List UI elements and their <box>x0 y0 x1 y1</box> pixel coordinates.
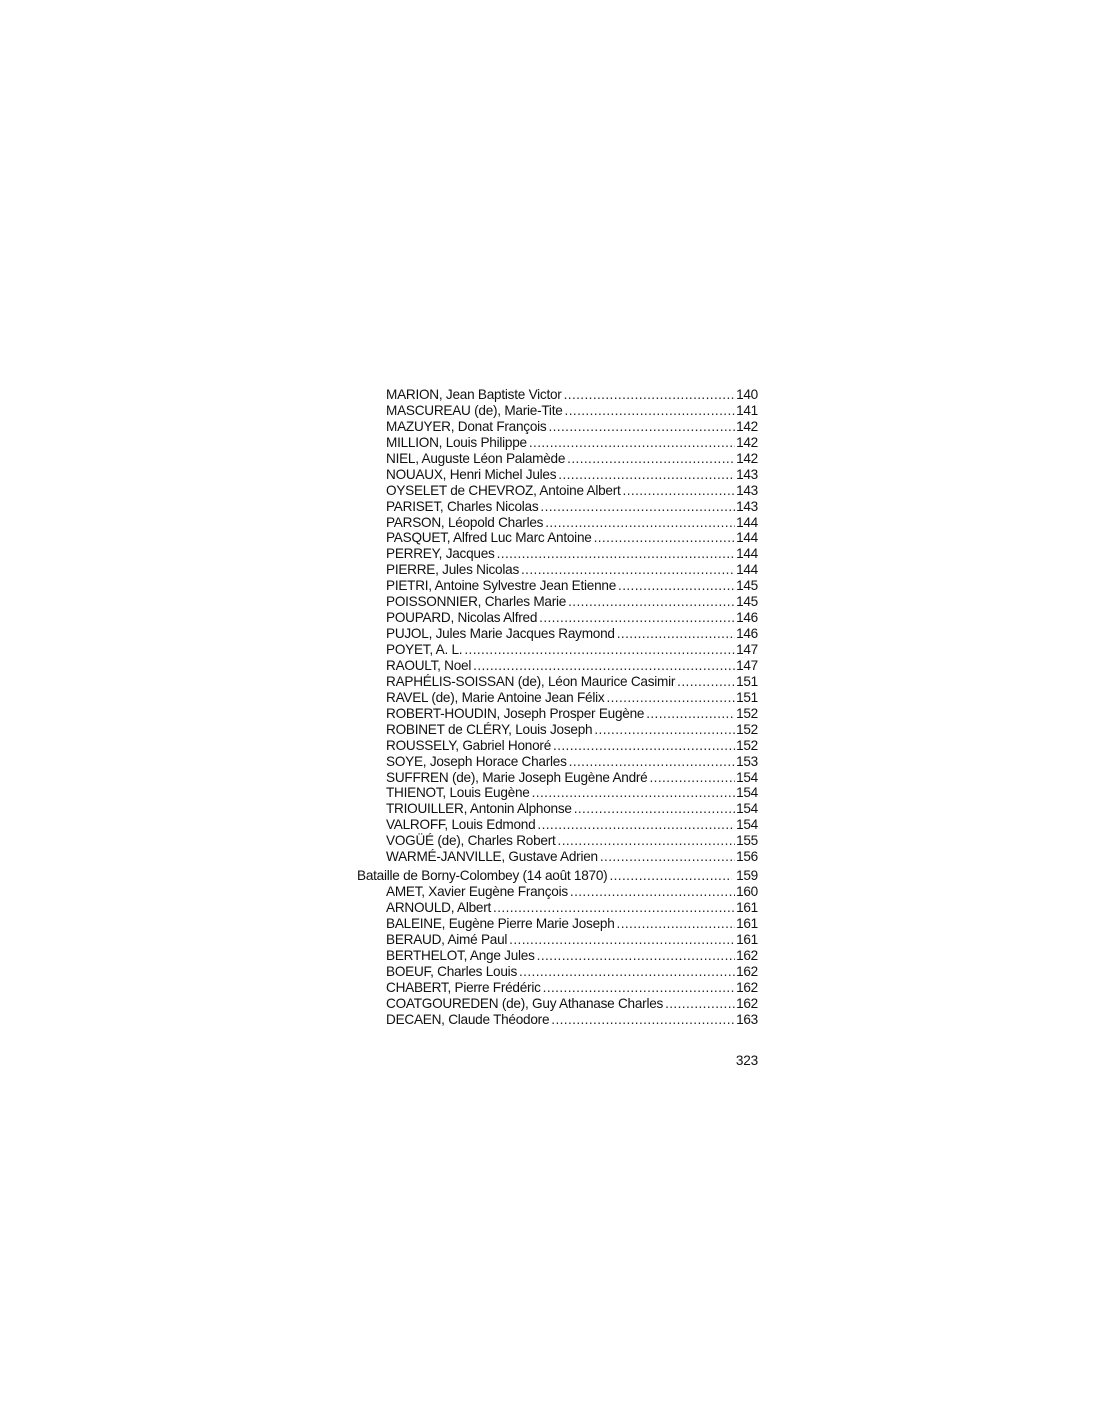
toc-entry-name: MARION, Jean Baptiste Victor <box>386 387 562 402</box>
toc-entry-name: PIETRI, Antoine Sylvestre Jean Etienne <box>386 578 617 594</box>
toc-entry-page: 163 <box>736 1011 758 1027</box>
dot-leader <box>565 403 736 419</box>
toc-entry-page: 151 <box>736 673 758 689</box>
toc-entry-page: 143 <box>736 482 758 498</box>
toc-entry-page: 162 <box>736 947 758 963</box>
toc-entry-page: 161 <box>736 915 758 931</box>
toc-entry-name: MAZUYER, Donat François <box>386 418 547 434</box>
toc-entry-name: TRIOUILLER, Antonin Alphonse <box>386 801 572 817</box>
toc-entry-name: ROBERT-HOUDIN, Joseph Prosper Eugène <box>386 705 645 721</box>
toc-entry <box>357 419 758 435</box>
toc-entry-page: 155 <box>736 833 758 849</box>
toc-entry-name: POISSONNIER, Charles Marie <box>386 594 567 610</box>
toc-entry <box>357 770 758 786</box>
dot-leader <box>519 964 735 980</box>
dot-leader <box>464 642 735 658</box>
toc-entry-page: 151 <box>736 689 758 705</box>
toc-entry <box>357 499 758 515</box>
toc-entry-page: 161 <box>736 900 758 915</box>
toc-entry-name: PUJOL, Jules Marie Jacques Raymond <box>386 626 615 642</box>
toc-entry <box>357 1012 758 1028</box>
dot-leader <box>594 722 735 738</box>
toc-entry <box>357 833 758 849</box>
toc-entry-page: 156 <box>736 849 758 865</box>
dot-leader <box>540 499 735 515</box>
toc-entry <box>357 403 758 419</box>
toc-entry <box>357 900 758 916</box>
toc-entry-page: 142 <box>736 434 758 450</box>
toc-entry <box>357 658 758 674</box>
toc-entry <box>357 483 758 499</box>
toc-entry <box>357 594 758 610</box>
toc-entry-name: PIERRE, Jules Nicolas <box>386 562 519 578</box>
toc-entry <box>357 817 758 833</box>
toc-entry-name: BERAUD, Aimé Paul <box>386 931 508 947</box>
toc-entry-page: 144 <box>736 530 758 546</box>
table-of-contents <box>357 387 758 1028</box>
dot-leader <box>558 833 736 849</box>
toc-entry-name: PASQUET, Alfred Luc Marc Antoine <box>386 530 592 546</box>
dot-leader <box>539 610 735 626</box>
dot-leader <box>569 754 735 770</box>
toc-entry-name: AMET, Xavier Eugène François <box>386 884 568 900</box>
toc-entry-page: 143 <box>736 498 758 514</box>
dot-leader <box>677 674 735 690</box>
toc-entry <box>357 849 758 865</box>
toc-entry-name: WARMÉ-JANVILLE, Gustave Adrien <box>386 849 598 865</box>
toc-entry-page: 152 <box>736 705 758 721</box>
toc-entry-name: PARISET, Charles Nicolas <box>386 498 539 514</box>
toc-entry-name: THIENOT, Louis Eugène <box>386 785 530 801</box>
toc-entry-name: VALROFF, Louis Edmond <box>386 817 536 833</box>
toc-entry-page: 145 <box>736 578 758 594</box>
toc-entry-page: 141 <box>736 402 758 418</box>
toc-entry-page: 143 <box>736 466 758 482</box>
dot-leader <box>473 658 735 674</box>
toc-entry-name: POYET, A. L. <box>386 642 463 657</box>
dot-leader <box>600 849 735 865</box>
dot-leader <box>665 996 735 1012</box>
toc-entry-name: SOYE, Joseph Horace Charles <box>386 753 567 769</box>
toc-entry <box>357 435 758 451</box>
toc-entry <box>357 754 758 770</box>
dot-leader <box>509 932 735 948</box>
toc-entry <box>357 785 758 801</box>
dot-leader <box>543 980 735 996</box>
toc-entry-name: RAOULT, Noel <box>386 657 472 673</box>
dot-leader <box>564 387 735 403</box>
toc-entry-name: SUFFREN (de), Marie Joseph Eugène André <box>386 769 648 785</box>
toc-entry-page: 147 <box>736 657 758 673</box>
dot-leader <box>532 785 735 801</box>
toc-entry-name: BOEUF, Charles Louis <box>386 963 517 979</box>
dot-leader <box>617 626 735 642</box>
toc-entry-page: 154 <box>736 817 758 833</box>
toc-entry-page: 144 <box>736 514 758 530</box>
dot-leader <box>548 419 735 435</box>
toc-entry-page: 154 <box>736 801 758 817</box>
toc-entry <box>357 674 758 690</box>
toc-entry <box>357 722 758 738</box>
toc-entry <box>357 996 758 1012</box>
toc-entry-name: Bataille de Borny-Colombey (14 août 1870) <box>357 868 608 884</box>
toc-entry-page: 154 <box>736 769 758 785</box>
toc-entry-name: ROUSSELY, Gabriel Honoré <box>386 737 552 753</box>
dot-leader <box>646 706 735 722</box>
toc-entry-page: 147 <box>736 642 758 657</box>
toc-entry-page: 142 <box>736 450 758 466</box>
dot-leader <box>594 530 735 546</box>
toc-entry <box>357 451 758 467</box>
dot-leader <box>521 562 735 578</box>
toc-entry-name: BALEINE, Eugène Pierre Marie Joseph <box>386 915 615 931</box>
toc-entry-name: PERREY, Jacques <box>386 546 495 562</box>
toc-entry-page: 146 <box>736 626 758 642</box>
dot-leader <box>553 738 735 754</box>
toc-entry <box>357 964 758 980</box>
dot-leader <box>529 435 735 451</box>
toc-entry-name: RAPHÉLIS-SOISSAN (de), Léon Maurice Casimir <box>386 673 676 689</box>
dot-leader <box>623 483 736 499</box>
dot-leader <box>537 948 735 964</box>
page-number: 323 <box>735 1053 758 1068</box>
toc-entry-page: 145 <box>736 594 758 610</box>
toc-entry-page: 152 <box>736 721 758 737</box>
toc-entry <box>357 932 758 948</box>
toc-entry-page: 153 <box>736 753 758 769</box>
dot-leader <box>618 578 735 594</box>
dot-leader <box>617 916 736 932</box>
toc-entry-name: ARNOULD, Albert <box>386 900 492 915</box>
toc-entry <box>357 546 758 562</box>
toc-entry <box>357 738 758 754</box>
toc-entry-name: ROBINET de CLÉRY, Louis Joseph <box>386 721 593 737</box>
dot-leader <box>551 1012 735 1028</box>
toc-entry <box>357 515 758 531</box>
toc-entry-name: BERTHELOT, Ange Jules <box>386 947 535 963</box>
toc-entry-page: 152 <box>736 737 758 753</box>
toc-entry-page: 162 <box>736 995 758 1011</box>
dot-leader <box>568 594 735 610</box>
toc-entry <box>357 884 758 900</box>
toc-entry <box>357 530 758 546</box>
toc-entry <box>357 948 758 964</box>
toc-entry-page: 144 <box>736 562 758 578</box>
toc-entry-page: 162 <box>736 979 758 995</box>
toc-entry-name: PARSON, Léopold Charles <box>386 514 544 530</box>
toc-entry <box>357 387 758 403</box>
toc-entry <box>357 626 758 642</box>
toc-entry <box>357 706 758 722</box>
dot-leader <box>606 690 735 706</box>
dot-leader <box>567 451 735 467</box>
toc-entry-page: 161 <box>736 931 758 947</box>
toc-entry-name: MILLION, Louis Philippe <box>386 434 527 450</box>
toc-entry <box>357 801 758 817</box>
dot-leader <box>493 900 735 916</box>
toc-entry-name: VOGÜÉ (de), Charles Robert <box>386 833 556 849</box>
toc-entry-name: NOUAUX, Henri Michel Jules <box>386 466 557 482</box>
toc-entry-page: 144 <box>736 546 758 562</box>
toc-entry-name: COATGOUREDEN (de), Guy Athanase Charles <box>386 995 664 1011</box>
toc-entry <box>357 980 758 996</box>
toc-entry <box>357 578 758 594</box>
toc-entry-page: 146 <box>736 610 758 626</box>
toc-entry-page: 162 <box>736 963 758 979</box>
toc-entry-page: 154 <box>736 785 758 801</box>
toc-entry-page: 142 <box>736 418 758 434</box>
toc-entry <box>357 610 758 626</box>
toc-entry-page: 140 <box>736 387 758 402</box>
dot-leader <box>558 467 735 483</box>
toc-entry-name: CHABERT, Pierre Frédéric <box>386 979 541 995</box>
toc-entry-name: RAVEL (de), Marie Antoine Jean Félix <box>386 689 605 705</box>
toc-entry-name: OYSELET de CHEVROZ, Antoine Albert <box>386 482 621 498</box>
dot-leader <box>650 770 736 786</box>
toc-entry <box>357 467 758 483</box>
dot-leader <box>609 868 732 884</box>
toc-entry <box>357 562 758 578</box>
toc-section-heading <box>357 868 758 884</box>
toc-entry-name: DECAEN, Claude Théodore <box>386 1011 550 1027</box>
toc-entry <box>357 690 758 706</box>
dot-leader <box>497 546 735 562</box>
dot-leader <box>570 884 735 900</box>
toc-entry-page: 159 <box>736 868 758 884</box>
dot-leader <box>545 515 735 531</box>
toc-entry-name: NIEL, Auguste Léon Palamède <box>386 450 566 466</box>
toc-entry-name: POUPARD, Nicolas Alfred <box>386 610 538 626</box>
dot-leader <box>537 817 735 833</box>
toc-entry <box>357 916 758 932</box>
toc-entry-name: MASCUREAU (de), Marie-Tite <box>386 402 563 418</box>
toc-entry-page: 160 <box>736 884 758 900</box>
dot-leader <box>574 801 735 817</box>
toc-entry <box>357 642 758 658</box>
